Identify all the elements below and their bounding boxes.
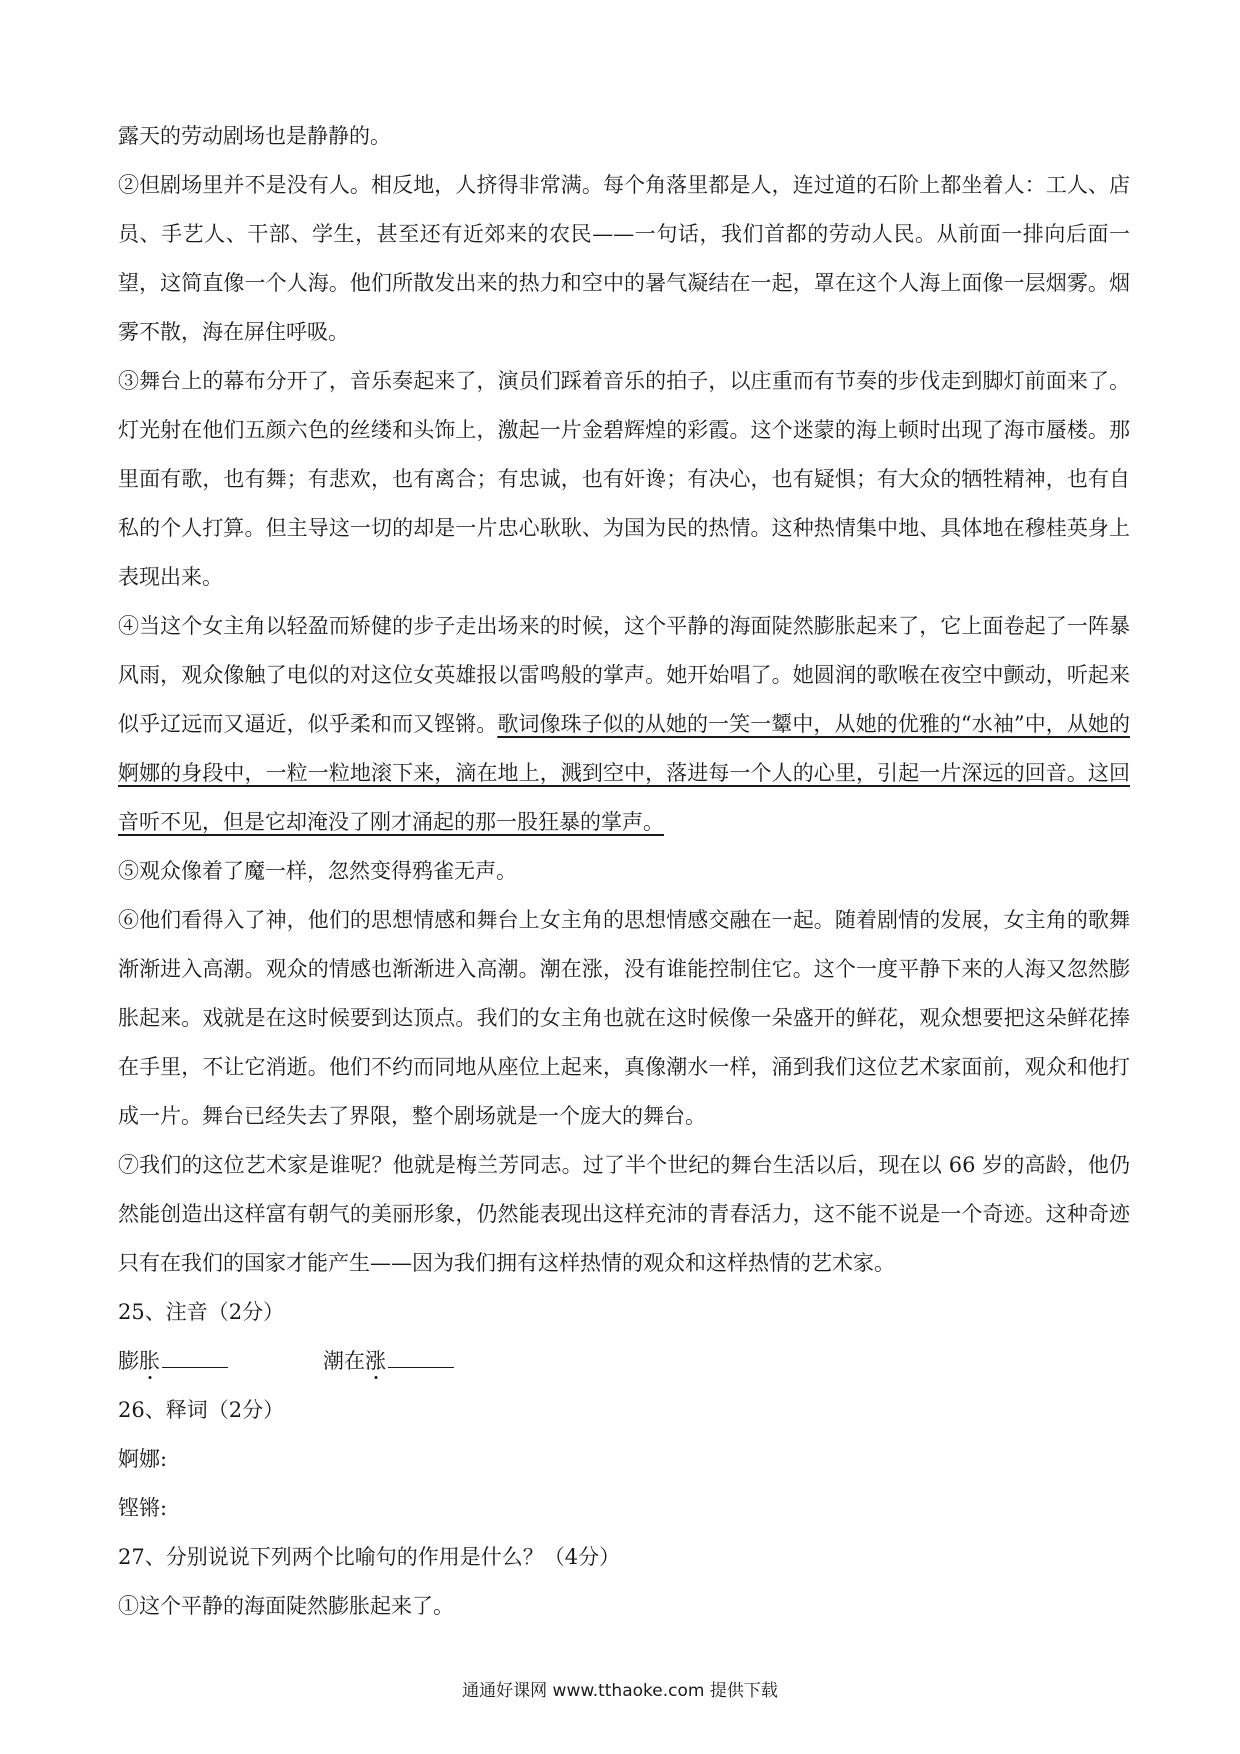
word-part: 膨 bbox=[118, 1349, 139, 1373]
paragraph-1-end: 露天的劳动剧场也是静静的。 bbox=[118, 124, 391, 148]
paragraph-5: ⑤观众像着了魔一样，忽然变得鸦雀无声。 bbox=[118, 859, 517, 883]
paragraph-7: ⑦我们的这位艺术家是谁呢？他就是梅兰芳同志。过了半个世纪的舞台生活以后，现在以 66 岁的高龄，他仍然能创造出这样富有朝气的美丽形象，仍然能表现出这样充沛的青春活力，这不能不说是一个奇迹。这种奇迹只有在我们的国家才能产生——因为我们拥有这样热情的观众和这样热情的艺术家。 bbox=[118, 1153, 1130, 1275]
term-2: 铿锵: bbox=[118, 1496, 168, 1520]
document-body bbox=[118, 112, 1130, 1631]
underlined-sentence: 歌词像珠子似的从她的一笑一颦中，从她的优雅的“水袖”中，从她的婀娜的身段中，一粒一粒地滚下来，滴在地上，溅到空中，落进每一个人的心里，引起一片深远的回音。这回音听不见，但是它却淹没了刚才涌起的那一股狂暴的掌声。 bbox=[118, 712, 1130, 834]
question-26-title: 26、释词（2分） bbox=[118, 1398, 285, 1422]
question-25-title: 25、注音（2分） bbox=[118, 1300, 285, 1324]
paragraph-6: ⑥他们看得入了神，他们的思想情感和舞台上女主角的思想情感交融在一起。随着剧情的发展，女主角的歌舞渐渐进入高潮。观众的情感也渐渐进入高潮。潮在涨，没有谁能控制住它。这个一度平静下来的人海又忽然膨胀起来。戏就是在这时候要到达顶点。我们的女主角也就在这时候像一朵盛开的鲜花，观众想要把这朵鲜花捧在手里，不让它消逝。他们不约而同地从座位上起来，真像潮水一样，涌到我们这位艺术家面前，观众和他打成一片。舞台已经失去了界限，整个剧场就是一个庞大的舞台。 bbox=[118, 908, 1130, 1128]
question-25-items bbox=[118, 1337, 1130, 1386]
paragraph-2: ②但剧场里并不是没有人。相反地，人挤得非常满。每个角落里都是人，连过道的石阶上都坐着人：工人、店员、手艺人、干部、学生，甚至还有近郊来的农民——一句话，我们首都的劳动人民。从前面一排向后面一望，这简直像一个人海。他们所散发出来的热力和空中的暑气凝结在一起，罩在这个人海上面像一层烟雾。烟雾不散，海在屏住呼吸。 bbox=[118, 173, 1130, 344]
question-27-title: 27、分别说说下列两个比喻句的作用是什么？（4分） bbox=[118, 1545, 621, 1569]
term-1: 婀娜: bbox=[118, 1447, 168, 1471]
pinyin-item-1 bbox=[118, 1337, 228, 1386]
dotted-char: 胀 bbox=[139, 1349, 160, 1373]
paragraph-3: ③舞台上的幕布分开了，音乐奏起来了，演员们踩着音乐的拍子，以庄重而有节奏的步伐走到脚灯前面来了。灯光射在他们五颜六色的丝缕和头饰上，激起一片金碧辉煌的彩霞。这个迷蒙的海上顿时出现了海市蜃楼。那里面有歌，也有舞；有悲欢，也有离合；有忠诚，也有奸谗；有决心，也有疑惧；有大众的牺牲精神，也有自私的个人打算。但主导这一切的却是一片忠心耿耿、为国为民的热情。这种热情集中地、具体地在穆桂英身上表现出来。 bbox=[118, 369, 1130, 589]
pinyin-item-2 bbox=[323, 1337, 454, 1386]
paragraph-4-text: ④当这个女主角以轻盈而矫健的步子走出场来的时候，这个平静的海面陡然膨胀起来了，它上面卷起了一阵暴风雨，观众像触了电似的对这位女英雄报以雷鸣般的掌声。她开始唱了。她圆润的歌喉在夜空中颤动，听起来似乎辽远而又逼近，似乎柔和而又铿锵。 bbox=[118, 614, 1130, 736]
question-27-item-1: ①这个平静的海面陡然膨胀起来了。 bbox=[118, 1594, 454, 1618]
page-footer: 通通好课网 www.tthaoke.com 提供下载 bbox=[462, 1681, 778, 1701]
answer-blank-2[interactable] bbox=[388, 1347, 454, 1368]
answer-blank-1[interactable] bbox=[162, 1347, 228, 1368]
paragraph-4 bbox=[118, 602, 1130, 847]
word-part: 潮在 bbox=[323, 1349, 365, 1373]
dotted-char: 涨 bbox=[365, 1349, 386, 1373]
